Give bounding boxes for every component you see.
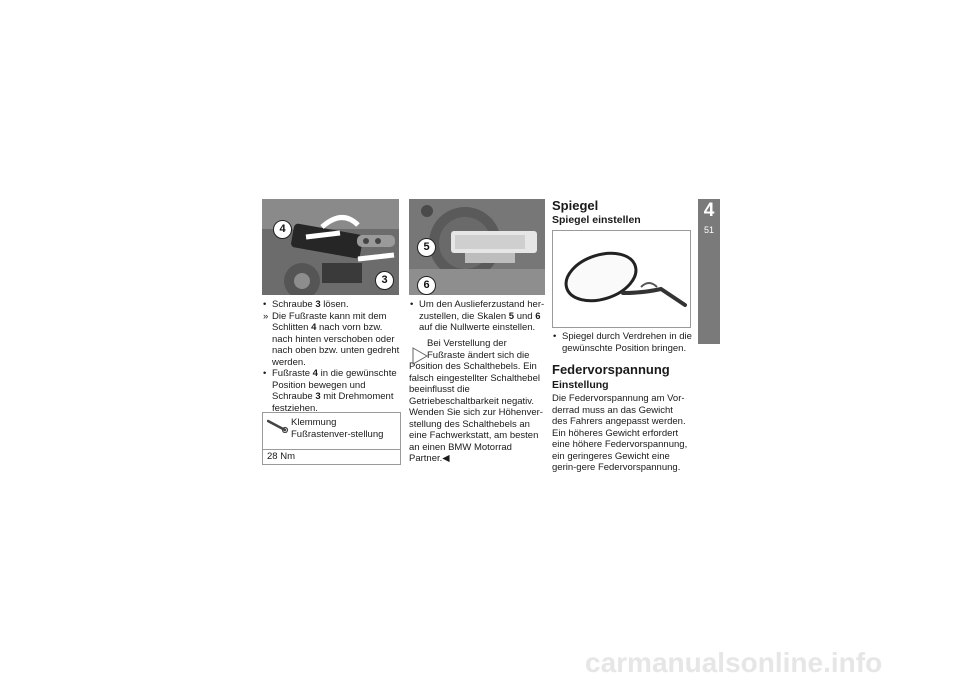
callout-4: 4 [273,220,292,239]
scale-instructions [409,299,547,334]
warning-note [409,338,547,465]
shift-lever-photo [409,199,545,295]
list-item: • Um den Auslieferzustand her-zustellen, die Skalen 5 und 6 auf die Nullwerte einstellen. [409,299,547,334]
torque-label: Klemmung Fußrastenver-stellung [291,417,384,440]
list-item: • Fußraste 4 in die gewünschte Position bewegen und Schraube 3 mit Drehmoment festziehen. [262,368,402,414]
torque-header [263,413,400,450]
page-number: 51 [703,225,714,235]
watermark: carmanualsonline.info [585,647,883,678]
mirror-drawing [553,231,690,327]
torque-value: 28 Nm [267,451,295,462]
wrench-icon [267,419,289,433]
subsection-title-spiegel-einstellen: Spiegel einstellen [552,214,641,226]
section-title-spiegel: Spiegel [552,198,599,213]
note-lead: Bei Verstellung der Fußraste ändert sich die [427,338,530,361]
callout-6: 6 [417,276,436,295]
subsection-title-einstellung: Einstellung [552,379,609,391]
federvorspannung-text: Die Federvorspannung am Vor-derrad muss an das Gewicht des Fahrers angepasst werden. Ein höheres Gewicht erfordert eine höhere Federvorspannung, ein geringeres Gewicht eine gerin-gere Federvorspannung. [552,393,688,473]
list-item: • Spiegel durch Verdrehen in die gewünschte Position bringen. [552,331,692,354]
callout-5: 5 [417,238,436,257]
mirror-instructions [552,331,692,354]
footrest-instructions [262,299,402,414]
mirror-illustration [552,230,691,328]
torque-table [262,412,401,465]
list-item: • Schraube 3 lösen. [262,299,402,311]
end-mark: ◀ [442,453,450,464]
note-text: Position des Schalthebels. Ein falsch eingestellter Schalthebel beeinflusst die Getriebeschaltbarkeit negativ. Wenden Sie sich zur Höhenver-stellung des Schalthebels an eine Fachwerkstatt, am besten an einen BMW Motorrad Partner. [409,361,543,464]
caution-triangle-icon [411,346,429,366]
list-item: » Die Fußraste kann mit dem Schlitten 4 nach vorn bzw. nach hinten verschoben oder nach oben bzw. unten gedreht werden. [262,311,402,369]
section-label-vertical: Bedienung [703,280,715,340]
footrest-photo [262,199,399,295]
chapter-number: 4 [703,200,715,221]
callout-3: 3 [375,271,394,290]
section-title-federvorspannung: Federvorspannung [552,362,670,377]
